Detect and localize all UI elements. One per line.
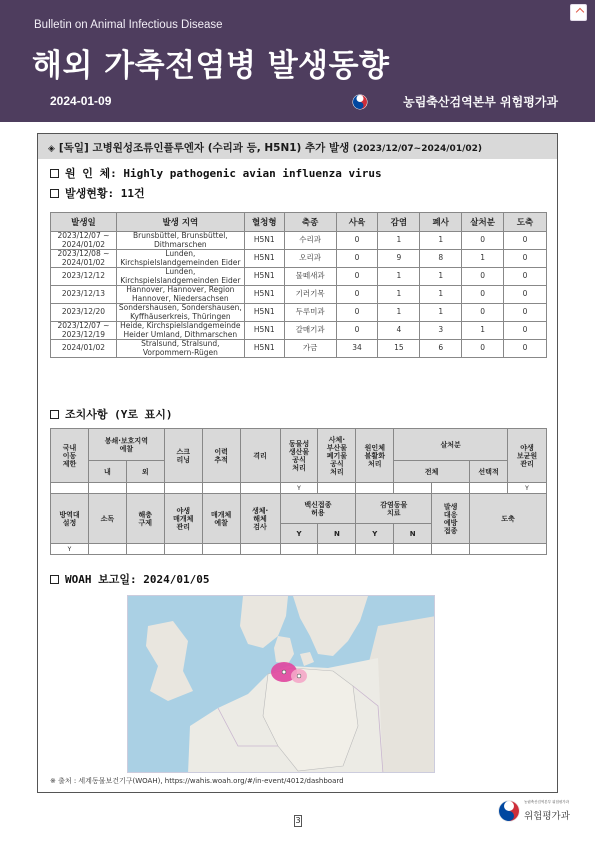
cell-dead: 1 xyxy=(420,232,462,250)
action-mark-cell xyxy=(88,483,126,494)
cell-slaughtered: 0 xyxy=(504,250,547,268)
cell-slaughtered: 0 xyxy=(504,232,547,250)
cell-raised: 34 xyxy=(336,340,378,358)
actions-line xyxy=(50,406,173,422)
cell-region: Heide, Kirchspielslandgemeinde Heider Umland, Dithmarschen xyxy=(116,322,244,340)
report-frame xyxy=(37,133,558,793)
col-vaccination: 백신접종 허용 xyxy=(280,494,356,524)
header-region: 발생 지역 xyxy=(116,213,244,232)
action-mark-cell xyxy=(240,483,280,494)
header-dead: 폐사 xyxy=(420,213,462,232)
header-culled: 살처분 xyxy=(462,213,504,232)
action-mark-cell xyxy=(394,544,432,555)
cell-culled: 0 xyxy=(462,304,504,322)
actions-header-row-2a xyxy=(51,494,547,524)
cell-culled: 1 xyxy=(462,322,504,340)
cell-slaughtered: 0 xyxy=(504,286,547,304)
action-mark-cell xyxy=(164,483,202,494)
cell-culled: 1 xyxy=(462,250,504,268)
cell-date: 2023/12/07 ~ 2023/12/19 xyxy=(51,322,117,340)
table-row xyxy=(51,232,547,250)
cell-serotype: H5N1 xyxy=(244,340,284,358)
cell-serotype: H5N1 xyxy=(244,250,284,268)
col-screening: 스크 리닝 xyxy=(164,429,202,483)
checkbox-icon xyxy=(50,169,59,178)
cell-dead: 3 xyxy=(420,322,462,340)
table-row xyxy=(51,286,547,304)
taegeuk-emblem-icon xyxy=(352,94,368,110)
cell-dead: 1 xyxy=(420,268,462,286)
action-mark-cell xyxy=(280,544,318,555)
col-vaccination-yes: Y xyxy=(280,524,318,544)
action-mark-cell xyxy=(126,483,164,494)
cell-dead: 6 xyxy=(420,340,462,358)
status-value: 11건 xyxy=(120,187,145,200)
table-row xyxy=(51,304,547,322)
col-zone-surveillance: 봉쇄·보호지역 예찰 xyxy=(88,429,164,461)
cell-slaughtered: 0 xyxy=(504,268,547,286)
col-disinfection: 소독 xyxy=(88,494,126,544)
col-vector-surveillance: 매개체 예찰 xyxy=(202,494,240,544)
action-mark-cell: Y xyxy=(508,483,547,494)
col-inactivation: 원인체 불활화 처리 xyxy=(356,429,394,483)
checkbox-icon xyxy=(50,410,59,419)
status-label: 발생현황: xyxy=(65,187,115,200)
cell-date: 2024/01/02 xyxy=(51,340,117,358)
page-title: 해외 가축전염병 발생동향 xyxy=(32,48,390,84)
action-mark-cell: Y xyxy=(51,544,89,555)
cell-species: 갈매기과 xyxy=(284,322,336,340)
cell-infected: 4 xyxy=(378,322,420,340)
action-mark-cell xyxy=(394,483,432,494)
outbreak-table xyxy=(50,212,547,358)
cell-raised: 0 xyxy=(336,250,378,268)
cell-species: 수리과 xyxy=(284,232,336,250)
cell-date: 2023/12/20 xyxy=(51,304,117,322)
cell-culled: 0 xyxy=(462,286,504,304)
agency-name: 농림축산검역본부 위험평가과 xyxy=(403,95,558,109)
actions-table xyxy=(50,428,547,555)
header-raised: 사육 xyxy=(336,213,378,232)
col-culling-all: 전체 xyxy=(394,461,470,483)
cell-serotype: H5N1 xyxy=(244,286,284,304)
actions-label: 조치사항 (Y로 표시) xyxy=(65,408,173,421)
table-row xyxy=(51,268,547,286)
action-mark-cell xyxy=(470,483,508,494)
checkbox-icon xyxy=(50,189,59,198)
agency-logo-icon xyxy=(498,800,520,822)
cell-infected: 1 xyxy=(378,304,420,322)
cell-region: Hannover, Hannover, Region Hannover, Niedersachsen xyxy=(116,286,244,304)
action-mark-cell xyxy=(240,544,280,555)
action-mark-cell xyxy=(51,483,89,494)
checkbox-icon xyxy=(50,575,59,584)
cell-serotype: H5N1 xyxy=(244,268,284,286)
actions-marks-row-1 xyxy=(51,483,547,494)
cell-raised: 0 xyxy=(336,322,378,340)
cell-infected: 1 xyxy=(378,268,420,286)
col-wild-vector: 야생 매개체 관리 xyxy=(164,494,202,544)
cell-serotype: H5N1 xyxy=(244,322,284,340)
outbreak-header-row xyxy=(51,213,547,232)
cell-raised: 0 xyxy=(336,268,378,286)
topic-bar xyxy=(38,134,557,159)
cell-slaughtered: 0 xyxy=(504,340,547,358)
topic-title: [독일] 고병원성조류인플루엔자 (수리과 등, H5N1) 추가 발생 xyxy=(58,142,350,154)
pathogen-value: Highly pathogenic avian influenza virus xyxy=(123,167,382,180)
table-row xyxy=(51,322,547,340)
cell-infected: 1 xyxy=(378,232,420,250)
cell-region: Stralsund, Stralsund, Vorpommern-Rügen xyxy=(116,340,244,358)
topic-period: (2023/12/07~2024/01/02) xyxy=(352,144,483,154)
col-zone-inside: 내 xyxy=(88,461,126,483)
cell-region: Lunden, Kirchspielslandgemeinden Eider xyxy=(116,268,244,286)
col-vector-control: 해충 구제 xyxy=(126,494,164,544)
bookmark-icon[interactable] xyxy=(570,4,587,21)
cell-culled: 0 xyxy=(462,232,504,250)
col-movement-restriction: 국내 이동 제한 xyxy=(51,429,89,483)
cell-date: 2023/12/12 xyxy=(51,268,117,286)
header-date: 발생일 xyxy=(51,213,117,232)
cell-region: Brunsbüttel, Brunsbüttel, Dithmarschen xyxy=(116,232,244,250)
action-mark-cell xyxy=(88,544,126,555)
cell-serotype: H5N1 xyxy=(244,232,284,250)
woah-date: 2024/01/05 xyxy=(143,573,210,586)
cell-raised: 0 xyxy=(336,232,378,250)
cell-date: 2023/12/13 xyxy=(51,286,117,304)
action-mark-cell: Y xyxy=(280,483,318,494)
col-treatment: 감염동물 치료 xyxy=(356,494,432,524)
cell-species: 두루미과 xyxy=(284,304,336,322)
outbreak-map[interactable] xyxy=(127,595,435,773)
col-wildlife-reservoir: 야생 보균원 관리 xyxy=(508,429,547,483)
cell-infected: 9 xyxy=(378,250,420,268)
woah-label: WOAH 보고일: xyxy=(65,573,137,586)
col-traceback: 이력 추적 xyxy=(202,429,240,483)
footer-dept: 위험평가과 xyxy=(524,811,570,822)
action-mark-cell xyxy=(202,544,240,555)
action-mark-cell xyxy=(432,544,470,555)
cell-date: 2023/12/08 ~ 2024/01/02 xyxy=(51,250,117,268)
cell-infected: 1 xyxy=(378,286,420,304)
col-culling: 살처분 xyxy=(394,429,508,461)
footer-org: 농림축산검역본부 위험평가과 xyxy=(524,800,570,804)
status-line xyxy=(50,185,145,201)
pathogen-line xyxy=(50,165,382,181)
cell-species: 물떼새과 xyxy=(284,268,336,286)
col-zone-outside: 외 xyxy=(126,461,164,483)
col-culling-selective: 선택적 xyxy=(470,461,508,483)
cell-dead: 1 xyxy=(420,304,462,322)
pathogen-label: 원 인 체: xyxy=(65,167,117,180)
cell-raised: 0 xyxy=(336,286,378,304)
europe-map-image xyxy=(128,596,435,773)
actions-header-row-1a xyxy=(51,429,547,461)
cell-raised: 0 xyxy=(336,304,378,322)
col-protection-zone: 방역대 설정 xyxy=(51,494,89,544)
action-mark-cell xyxy=(318,483,356,494)
col-slaughter: 도축 xyxy=(470,494,547,544)
issue-date: 2024-01-09 xyxy=(50,94,112,108)
col-animal-product: 동물성 생산물 공식 처리 xyxy=(280,429,318,483)
col-vaccination-no: N xyxy=(318,524,356,544)
cell-culled: 0 xyxy=(462,340,504,358)
header-serotype: 혈청형 xyxy=(244,213,284,232)
outbreak-body xyxy=(51,232,547,358)
action-mark-cell xyxy=(126,544,164,555)
page-number: 3 xyxy=(295,816,301,825)
col-carcass-disposal: 사체· 부산물 폐기물 공식 처리 xyxy=(318,429,356,483)
cell-culled: 0 xyxy=(462,268,504,286)
cell-dead: 1 xyxy=(420,286,462,304)
page-header xyxy=(0,0,595,122)
woah-line xyxy=(50,571,209,587)
diamond-icon: ◈ xyxy=(48,144,55,154)
col-treatment-yes: Y xyxy=(356,524,394,544)
col-bio-test: 생체· 해체 검사 xyxy=(240,494,280,544)
cell-date: 2023/12/07 ~ 2024/01/02 xyxy=(51,232,117,250)
cell-dead: 8 xyxy=(420,250,462,268)
cell-region: Lunden, Kirchspielslandgemeinden Eider xyxy=(116,250,244,268)
col-quarantine: 격리 xyxy=(240,429,280,483)
table-row xyxy=(51,250,547,268)
cell-species: 가금 xyxy=(284,340,336,358)
header-species: 축종 xyxy=(284,213,336,232)
col-treatment-no: N xyxy=(394,524,432,544)
header-slaughtered: 도축 xyxy=(504,213,547,232)
action-mark-cell xyxy=(202,483,240,494)
action-mark-cell xyxy=(164,544,202,555)
table-row xyxy=(51,340,547,358)
cell-species: 오리과 xyxy=(284,250,336,268)
cell-serotype: H5N1 xyxy=(244,304,284,322)
action-mark-cell xyxy=(470,544,547,555)
col-prevention-vaccine: 발생 대응 예방 접종 xyxy=(432,494,470,544)
cell-species: 기러기목 xyxy=(284,286,336,304)
cell-slaughtered: 0 xyxy=(504,304,547,322)
cell-infected: 15 xyxy=(378,340,420,358)
action-mark-cell xyxy=(432,483,470,494)
action-mark-cell xyxy=(318,544,356,555)
action-mark-cell xyxy=(356,483,394,494)
cell-slaughtered: 0 xyxy=(504,322,547,340)
source-note: ※ 출처 : 세계동물보건기구(WOAH), https://wahis.woah.org/#/in-event/4012/dashboard xyxy=(50,777,344,785)
actions-marks-row-2 xyxy=(51,544,547,555)
header-infected: 감염 xyxy=(378,213,420,232)
bulletin-series: Bulletin on Animal Infectious Disease xyxy=(34,19,223,31)
action-mark-cell xyxy=(356,544,394,555)
cell-region: Sondershausen, Sondershausen, Kyffhäuserkreis, Thüringen xyxy=(116,304,244,322)
